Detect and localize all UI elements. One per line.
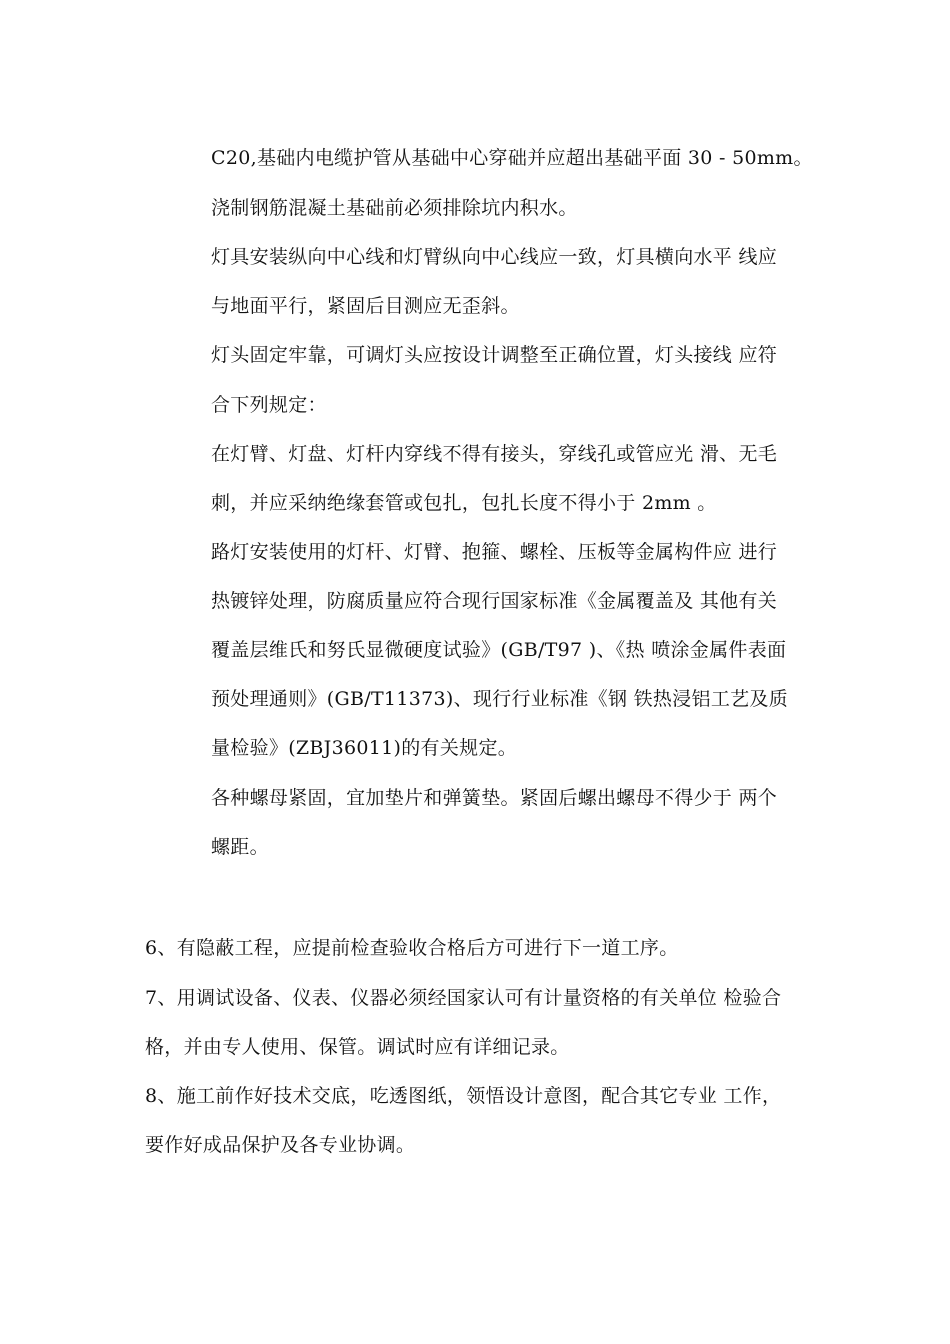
text-line: C20,基础内电缆护管从基础中心穿础并应超出基础平面 30 - 50mm。 xyxy=(211,147,813,169)
text-line: 灯具安装纵向中心线和灯臂纵向中心线应一致，灯具横向水平 线应 xyxy=(211,246,778,268)
text-line: 与地面平行，紧固后目测应无歪斜。 xyxy=(211,295,520,317)
numbered-item-line: 要作好成品保护及各专业协调。 xyxy=(145,1134,416,1156)
numbered-item-line: 8、施工前作好技术交底，吃透图纸，领悟设计意图，配合其它专业 工作， xyxy=(145,1085,782,1107)
text-line: 量检验》(ZBJ36011)的有关规定。 xyxy=(211,737,518,759)
numbered-item-line: 格，并由专人使用、保管。调试时应有详细记录。 xyxy=(145,1036,570,1058)
text-line: 刺，并应采纳绝缘套管或包扎，包扎长度不得小于 2mm 。 xyxy=(211,492,717,514)
numbered-item-line: 6、有隐蔽工程，应提前检查验收合格后方可进行下一道工序。 xyxy=(145,937,679,959)
text-line: 螺距。 xyxy=(211,836,269,858)
numbered-item-line: 7、用调试设备、仪表、仪器必须经国家认可有计量资格的有关单位 检验合 xyxy=(145,987,782,1009)
text-line: 在灯臂、灯盘、灯杆内穿线不得有接头，穿线孔或管应光 滑、无毛 xyxy=(211,443,778,465)
text-line: 覆盖层维氏和努氏显微硬度试验》(GB/T97 )、《热 喷涂金属件表面 xyxy=(211,639,787,661)
text-line: 各种螺母紧固，宜加垫片和弹簧垫。紧固后螺出螺母不得少于 两个 xyxy=(211,787,778,809)
text-line: 浇制钢筋混凝土基础前必须排除坑内积水。 xyxy=(211,197,578,219)
text-line: 路灯安装使用的灯杆、灯臂、抱箍、螺栓、压板等金属构件应 进行 xyxy=(211,541,778,563)
text-line: 灯头固定牢靠，可调灯头应按设计调整至正确位置，灯头接线 应符 xyxy=(211,344,778,366)
text-line: 合下列规定： xyxy=(211,394,327,416)
text-line: 热镀锌处理，防腐质量应符合现行国家标准《金属覆盖及 其他有关 xyxy=(211,590,778,612)
text-line: 预处理通则》(GB/T11373)、现行行业标准《钢 铁热浸铝工艺及质 xyxy=(211,688,789,710)
